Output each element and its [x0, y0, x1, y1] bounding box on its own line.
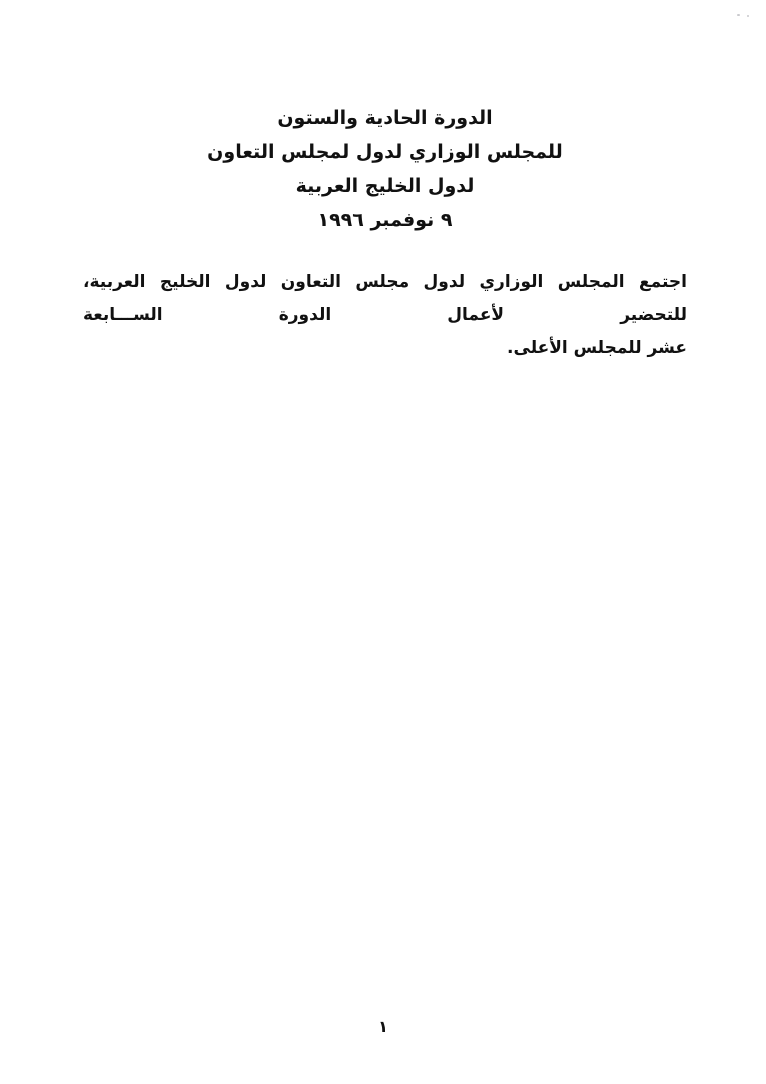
scan-noise-speck — [747, 15, 749, 17]
content-column — [83, 0, 687, 365]
title-line-gulf-states: لدول الخليج العربية — [295, 175, 475, 197]
title-line-council: للمجلس الوزاري لدول لمجلس التعاون — [207, 141, 563, 163]
document-title-block — [83, 101, 687, 237]
scan-noise-speck — [737, 14, 740, 16]
paragraph-line-2: عشر للمجلس الأعلى. — [507, 338, 687, 358]
title-line-session: الدورة الحادية والستون — [277, 107, 493, 129]
page-number: ١ — [378, 1017, 388, 1036]
title-line-date: ٩ نوفمبر ١٩٩٦ — [317, 209, 453, 231]
paragraph-line-1: اجتمع المجلس الوزاري لدول مجلس التعاون لدول الخليج العربية، للتحضير لأعمال الدورة الســـابعة — [83, 272, 687, 325]
body-paragraph — [83, 266, 687, 365]
